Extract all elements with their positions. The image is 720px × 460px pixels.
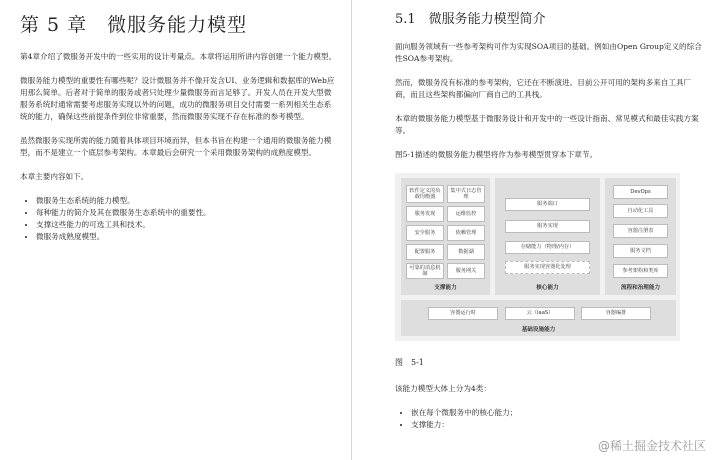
right-page	[353, 0, 720, 460]
paragraph: 虽然微服务实现所需的能力随着具体项目环境而异，但本书旨在构建一个通用的微服务能力模型，而不是建立一个底层参考架构。本章最后会研究一个采用微服务架构的成熟度模型。	[20, 136, 332, 157]
diagram-box: 服务网关	[447, 263, 485, 279]
diagram-box: 自动化工具	[613, 204, 668, 218]
list-item: • 支撑这些能力的可选工具和技术。	[36, 219, 337, 231]
diagram-box: 容器注册表	[613, 224, 668, 238]
diagram-box: 服务文档	[613, 244, 668, 258]
diagram-box: 服务发现	[406, 206, 444, 222]
list-item: • 微服务成熟度模型。	[36, 231, 337, 243]
diagram-box: 容器运行时	[428, 307, 498, 320]
diagram-box: 存储能力（物理/内存）	[505, 241, 590, 254]
diagram-box: 运维监控	[447, 206, 485, 222]
core-caption: 核心能力	[536, 285, 559, 291]
diagram-box: 容器编排	[581, 307, 651, 320]
process-caption: 流程和治理能力	[620, 285, 661, 291]
diagram-box: 服务端口	[505, 198, 590, 211]
list-item: • 嵌在每个微服务中的核心能力；	[411, 407, 706, 419]
support-capabilities-column	[401, 178, 490, 295]
diagram-box: 服务实现	[505, 220, 590, 233]
diagram-box: 配置服务	[406, 244, 444, 260]
diagram-box: 服务实现容器化处理	[505, 261, 590, 274]
list-item: • 微服务生态系统的能力模型。	[36, 195, 337, 207]
paragraph: 然而，微服务没有标准的参考架构，它还在不断演进。目前公开可用的架构多来自工具厂商，而且这些架构都偏向厂商自己的工具栈。	[395, 78, 692, 99]
diagram-box: 安全服务	[406, 225, 444, 241]
paragraph: 第4章介绍了微服务开发中的一些实用的设计考量点。本章将运用所讲内容创建一个能力模型。	[20, 52, 337, 61]
capability-model-figure	[395, 173, 680, 341]
support-caption: 支撑能力	[434, 285, 457, 291]
diagram-box: 集中式日志管理	[447, 185, 485, 203]
watermark: @稀土掘金技术社区	[597, 439, 706, 453]
paragraph: 该能力模型大体上分为4类：	[395, 384, 491, 393]
figure-label: 图 5-1	[395, 358, 424, 367]
diagram-box: 可靠的消息机制	[406, 263, 444, 279]
infra-caption: 基础设施能力	[521, 327, 556, 333]
chapter-title: 第 5 章 微服务能力模型	[20, 14, 248, 36]
diagram-box: 云（IaaS）	[505, 307, 575, 320]
paragraph: 图5-1描述的微服务能力模型将作为参考模型贯穿本下章节。	[395, 150, 598, 159]
paragraph: 本章主要内容如下。	[20, 172, 89, 181]
list-item: • 每种能力的简介及其在微服务生态系统中的重要性。	[36, 207, 337, 219]
infrastructure-capabilities-row	[401, 300, 676, 336]
process-capabilities-column	[605, 178, 676, 295]
diagram-box: 参考架构和类库	[613, 264, 668, 278]
category-list	[411, 407, 706, 431]
paragraph: 本章的微服务能力模型基于微服务设计和开发中的一些设计指南、常见模式和最佳实践方案等。	[395, 114, 699, 135]
paragraph: 面向服务领域有一些参考架构可作为实现SOA项目的基础。例如由Open Group定义的综合性SOA参考架构。	[395, 42, 702, 63]
core-capabilities-column	[495, 178, 600, 295]
diagram-box: 依赖管理	[447, 225, 485, 241]
chapter-contents-list	[36, 195, 337, 243]
diagram-box: DevOps	[613, 185, 668, 199]
paragraph: 微服务能力模型的重要性有哪些呢？设计微服务并不像开发含UI、业务逻辑和数据库的Web应用那么简单。后者对于简单的服务或者只处理少量微服务而言足够了。开发人员在开发大型微服务系统时通常需要考虑服务实现以外的问题，成功的微服务项目交付需要一系列相关生态系统的能力，确保这些前提条件到位非常重要，然而微服务实现不存在标准的参考模型。	[20, 76, 335, 121]
list-item: • 支撑能力：	[411, 419, 706, 431]
diagram-box: 软件定义的负载均衡器	[406, 185, 444, 203]
left-page	[0, 0, 352, 460]
diagram-box: 数据湖	[447, 244, 485, 260]
section-heading: 5.1 微服务能力模型简介	[395, 12, 546, 27]
